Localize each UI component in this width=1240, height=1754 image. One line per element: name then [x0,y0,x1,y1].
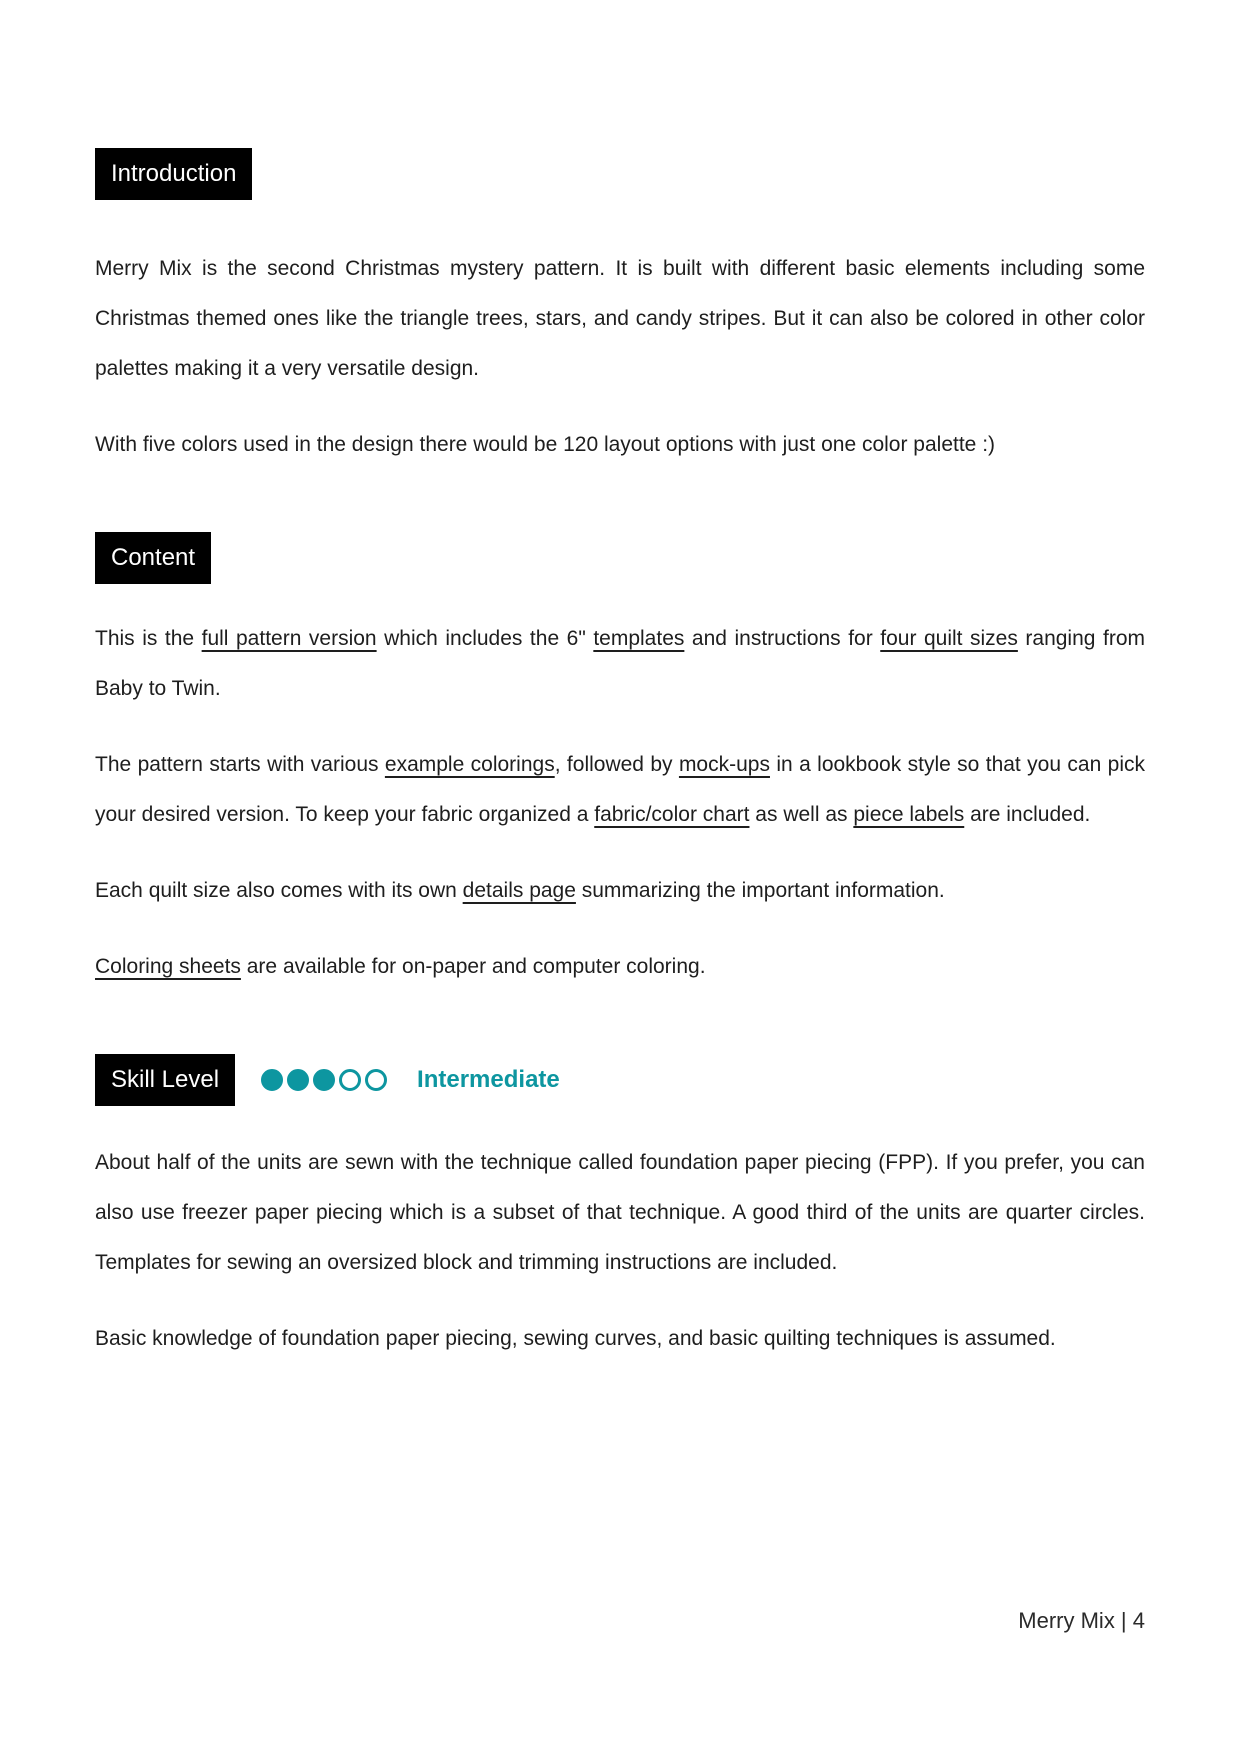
skill-level-value: Intermediate [417,1066,560,1093]
inline-link[interactable]: mock-ups [678,753,770,776]
inline-link[interactable]: four quilt sizes [880,627,1018,650]
content-label-wrap [95,532,1145,584]
introduction-label-wrap [95,148,1145,200]
inline-link[interactable]: fabric/color chart [594,803,750,826]
text-run: which includes the 6" [376,627,594,650]
section-content [95,532,1145,992]
text-run: Basic knowledge of foundation paper piecing, sewing curves, and basic quilting techniques is assumed. [95,1327,1056,1350]
content-heading: Content [95,532,211,584]
introduction-heading: Introduction [95,148,252,200]
skill-level-row [95,1054,1145,1106]
skill-dot-empty [365,1069,387,1091]
inline-link[interactable]: Coloring sheets [95,955,241,978]
page-footer: Merry Mix | 4 [1018,1608,1145,1633]
skill-dot-filled [287,1069,309,1091]
text-run: and instructions for [684,627,881,650]
text-run: as well as [749,803,854,826]
text-run: are included. [964,803,1091,826]
paragraph [95,244,1145,394]
paragraph [95,1314,1145,1364]
text-run: Each quilt size also comes with its own [95,879,463,902]
text-run: The pattern starts with various [95,753,385,776]
section-introduction [95,148,1145,470]
paragraph [95,420,1145,470]
paragraph [95,866,1145,916]
skill-rating-dots [261,1069,387,1091]
text-run: This is the [95,627,202,650]
paragraph [95,1138,1145,1288]
skill-dot-empty [339,1069,361,1091]
text-run: ranging from Baby to Twin. [95,627,1145,700]
inline-link[interactable]: piece labels [853,803,965,826]
text-run: are available for on-paper and computer coloring. [240,955,706,978]
text-run: With five colors used in the design there would be 120 layout options with just one color palette :) [95,433,996,456]
skill-dot-filled [261,1069,283,1091]
text-run: About half of the units are sewn with the technique called foundation paper piecing (FPP). If you prefer, you can also use freezer paper piecing which is a subset of that technique. A good third of the units are quarter circles. Templates for sewing an oversized block and trimming instructions are included. [95,1151,1145,1274]
paragraph [95,614,1145,714]
section-skill-level [95,1054,1145,1364]
inline-link[interactable]: templates [593,627,685,650]
text-run: summarizing the important information. [575,879,945,902]
text-run: , followed by [554,753,679,776]
text-run: Merry Mix is the second Christmas mystery pattern. It is built with different basic elements including some Christmas themed ones like the triangle trees, stars, and candy stripes. But it can also be colored in other color palettes making it a very versatile design. [95,257,1145,380]
paragraph [95,740,1145,840]
inline-link[interactable]: full pattern version [201,627,377,650]
inline-link[interactable]: example colorings [384,753,555,776]
skill-level-heading: Skill Level [95,1054,235,1106]
inline-link[interactable]: details page [462,879,576,902]
skill-dot-filled [313,1069,335,1091]
text-run: in a lookbook style so that you can pick your desired version. To keep your fabric organized a [95,753,1145,826]
paragraph [95,942,1145,992]
